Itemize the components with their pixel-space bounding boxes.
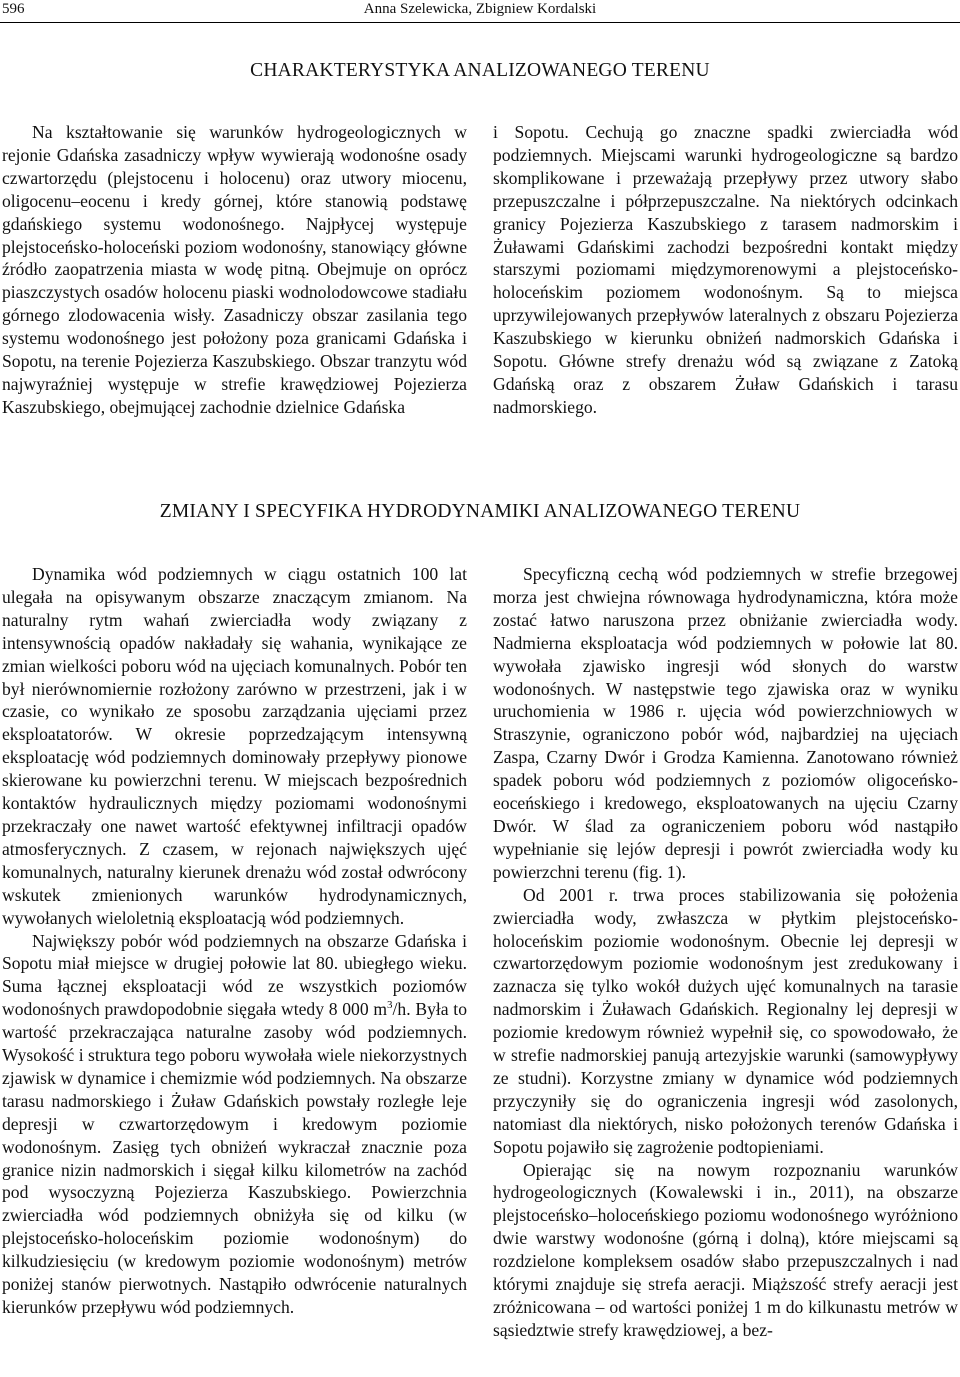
section1-left-column [2, 121, 467, 419]
superscript-exponent: 3 [387, 999, 393, 1012]
paragraph: Na kształtowanie się warunków hydrogeologicznych w rejonie Gdańska zasadniczy wpływ wywierają wodonośne osady czwartorzędu (plejstocenu i holocenu) oraz utwory miocenu, oligocenu–eocenu i kredy górnej, które stanowią podstawę gdańskiego systemu wodonośnego. Najpłycej występuje plejstoceńsko-holoceński poziom wodonośny, stanowiący główne źródło zaopatrzenia miasta w wodę pitną. Obejmuje on oprócz piaszczystych osadów holocenu piaski wodnolodowcowe stadiału górnego zlodowacenia wisły. Zasadniczy obszar zasilania tego systemu wodonośnego jest położony poza granicami Gdańska i Sopotu, na terenie Pojezierza Kaszubskiego. Obszar tranzytu wód najwyraźniej występuje w strefie krawędziowej Pojezierza Kaszubskiego, obejmującej zachodnie dzielnice Gdańska [2, 122, 467, 417]
paragraph: i Sopotu. Cechują go znaczne spadki zwierciadła wód podziemnych. Miejscami warunki hydrogeologiczne są bardzo skomplikowane i przeważają przepływy przez utwory słabo przepuszczalne i półprzepuszczalne. Na niektórych odcinkach granicy Pojezierza Kaszubskiego z tarasem nadmorskim i Żuławami Gdańskimi zachodzi bezpośredni kontakt między starszymi poziomami międzymorenowymi a plejstoceńsko-holoceńskim poziomem wodonośnym. Są to miejsca uprzywilejowanych przepływów lateralnych z obszaru Pojezierza Kaszubskiego w kierunku obniżeń nadmorskich Gdańska i Sopotu. Główne strefy drenażu wód są związane z Zatoką Gdańską oraz z obszarem Żuław Gdańskich i tarasu nadmorskiego. [493, 122, 958, 417]
paragraph-text: /h. Była to wartość przekraczająca naturalne zasoby wód podziemnych. Wysokość i struktura tego poboru wywołała wiele niekorzystnych zjawisk w dynamice i chemizmie wód podziemnych. Na obszarze tarasu nadmorskiego i Żuław Gdańskich powstały rozległe leje depresji w czwartorzędowym i kredowym poziomie wodonośnym. Zasięg tych obniżeń wykraczał znacznie poza granice nizin nadmorskich i sięgał kilku kilometrów na zachód pod wysoczyzną Pojezierza Kaszubskiego. Powierzchnia zwierciadła wód podziemnych obniżyła się od kilku (w plejstoceńsko-holoceńskim poziomie wodonośnym) do kilkudziesięciu (w kredowym poziomie wodonośnym) metrów poniżej stanów pierwotnych. Nastąpiło odwrócenie naturalnych kierunków przepływu wód podziemnych. [2, 999, 467, 1317]
paragraph: Specyficzną cechą wód podziemnych w strefie brzegowej morza jest chwiejna równowaga hydrodynamiczna, która może zostać łatwo naruszona przez obniżanie zwierciadła wody. Nadmierna eksploatacja wód podziemnych w połowie lat 80. wywołała zjawisko ingresji wód słonych do warstw wodonośnych. W następstwie tego zjawiska oraz w wyniku uruchomienia w 1986 r. ujęcia wód powierzchniowych w Straszynie, ograniczono pobór wód, najbardziej na ujęciach Zaspa, Czarny Dwór i Grodza Kamienna. Zanotowano również spadek poboru wód podziemnych z poziomów oligoceńsko-eoceńskiego i kredowego, eksploatowanych na ujęciu Czarny Dwór. W ślad za ograniczeniem poboru wód nastąpiło wypełnianie się lejów depresji i powrót zwierciadła wody ku powierzchni terenu (fig. 1). [493, 564, 958, 882]
paragraph-text: Największy pobór wód podziemnych na obszarze Gdańska i Sopotu miał miejsce w drugiej połowie lat 80. ubiegłego wieku. Suma łącznej eksploatacji wód ze wszystkich poziomów wodonośnych prawdopodobnie sięgała wtedy 8 000 m [2, 930, 467, 1020]
paragraph-with-superscript [2, 930, 467, 1319]
paragraph: Opierając się na nowym rozpoznaniu warunków hydrogeologicznych (Kowalewski i in., 2011), na obszarze plejstoceńsko–holoceńskiego poziomu wodonośnego wyróżniono dwie warstwy wodonośne (górną i dolną), które miejscami są rozdzielone kompleksem osadów słabo przepuszczalnych i nad którymi znajduje się strefa aeracji. Miąższość strefy aeracji jest zróżnicowana – od wartości poniżej 1 m do kilkunastu metrów w sąsiedztwie strefy krawędziowej, a bez- [493, 1159, 958, 1340]
running-head [0, 0, 960, 23]
section-title-hydrodynamics: ZMIANY I SPECYFIKA HYDRODYNAMIKI ANALIZOWANEGO TERENU [159, 501, 801, 522]
paragraph: Od 2001 r. trwa proces stabilizowania się położenia zwierciadła wody, zwłaszcza w płytkim plejstoceńsko-holoceńskim poziomie wodonośnym. Obecnie lej depresji w czwartorzędowym poziomie wodonośnym jest zredukowany i zaznacza się tylko wokół dużych ujęć komunalnych na tarasie nadmorskim i Żuławach Gdańskich. Regionalny lej depresji w poziomie kredowym również wypełnił się, co spowodowało, że w strefie nadmorskiej panują artezyjskie warunki (samowypływy ze studni). Korzystne zmiany w dynamice wód podziemnych przyczyniły się do ograniczenia ingresji wód zasolonych, natomiast dla niektórych, nisko położonych terenów Gdańska i Sopotu pojawiło się zagrożenie podtopieniami. [493, 884, 958, 1157]
section2-right-column [493, 563, 958, 1342]
section-title-characteristics: CHARAKTERYSTYKA ANALIZOWANEGO TERENU [250, 60, 710, 81]
running-head-authors: Anna Szelewicka, Zbigniew Kordalski [363, 1, 597, 17]
paragraph: Dynamika wód podziemnych w ciągu ostatnich 100 lat ulegała na opisywanym obszarze znaczącym zmianom. Na naturalny rytm wahań zwierciadła wody związany z intensywnością opadów nakładały się wahania, wynikające ze zmian wielkości poboru wód na ujęciach komunalnych. Pobór ten był nierównomiernie rozłożony zarówno w przestrzeni, jak i w czasie, co wynikało ze sposobu zarządzania ujęciami przez eksploatatorów. W okresie poprzedzającym intensywną eksploatację wód podziemnych dominowały przepływy pionowe skierowane ku powierzchni terenu. W miejscach bezpośrednich kontaktów hydraulicznych między poziomami wodonośnymi przekraczały one nawet wartość efektywnej infiltracji opadów atmosferycznych. Z czasem, w rejonach największych ujęć komunalnych, naturalny kierunek drenażu wód został odwrócony wskutek zmienionych warunków hydrodynamicznych, wywołanych wieloletnią eksploatacją wód podziemnych. [2, 564, 467, 928]
section1-right-column [493, 121, 958, 419]
section2-left-column [2, 563, 467, 1319]
page-number: 596 [2, 1, 25, 17]
